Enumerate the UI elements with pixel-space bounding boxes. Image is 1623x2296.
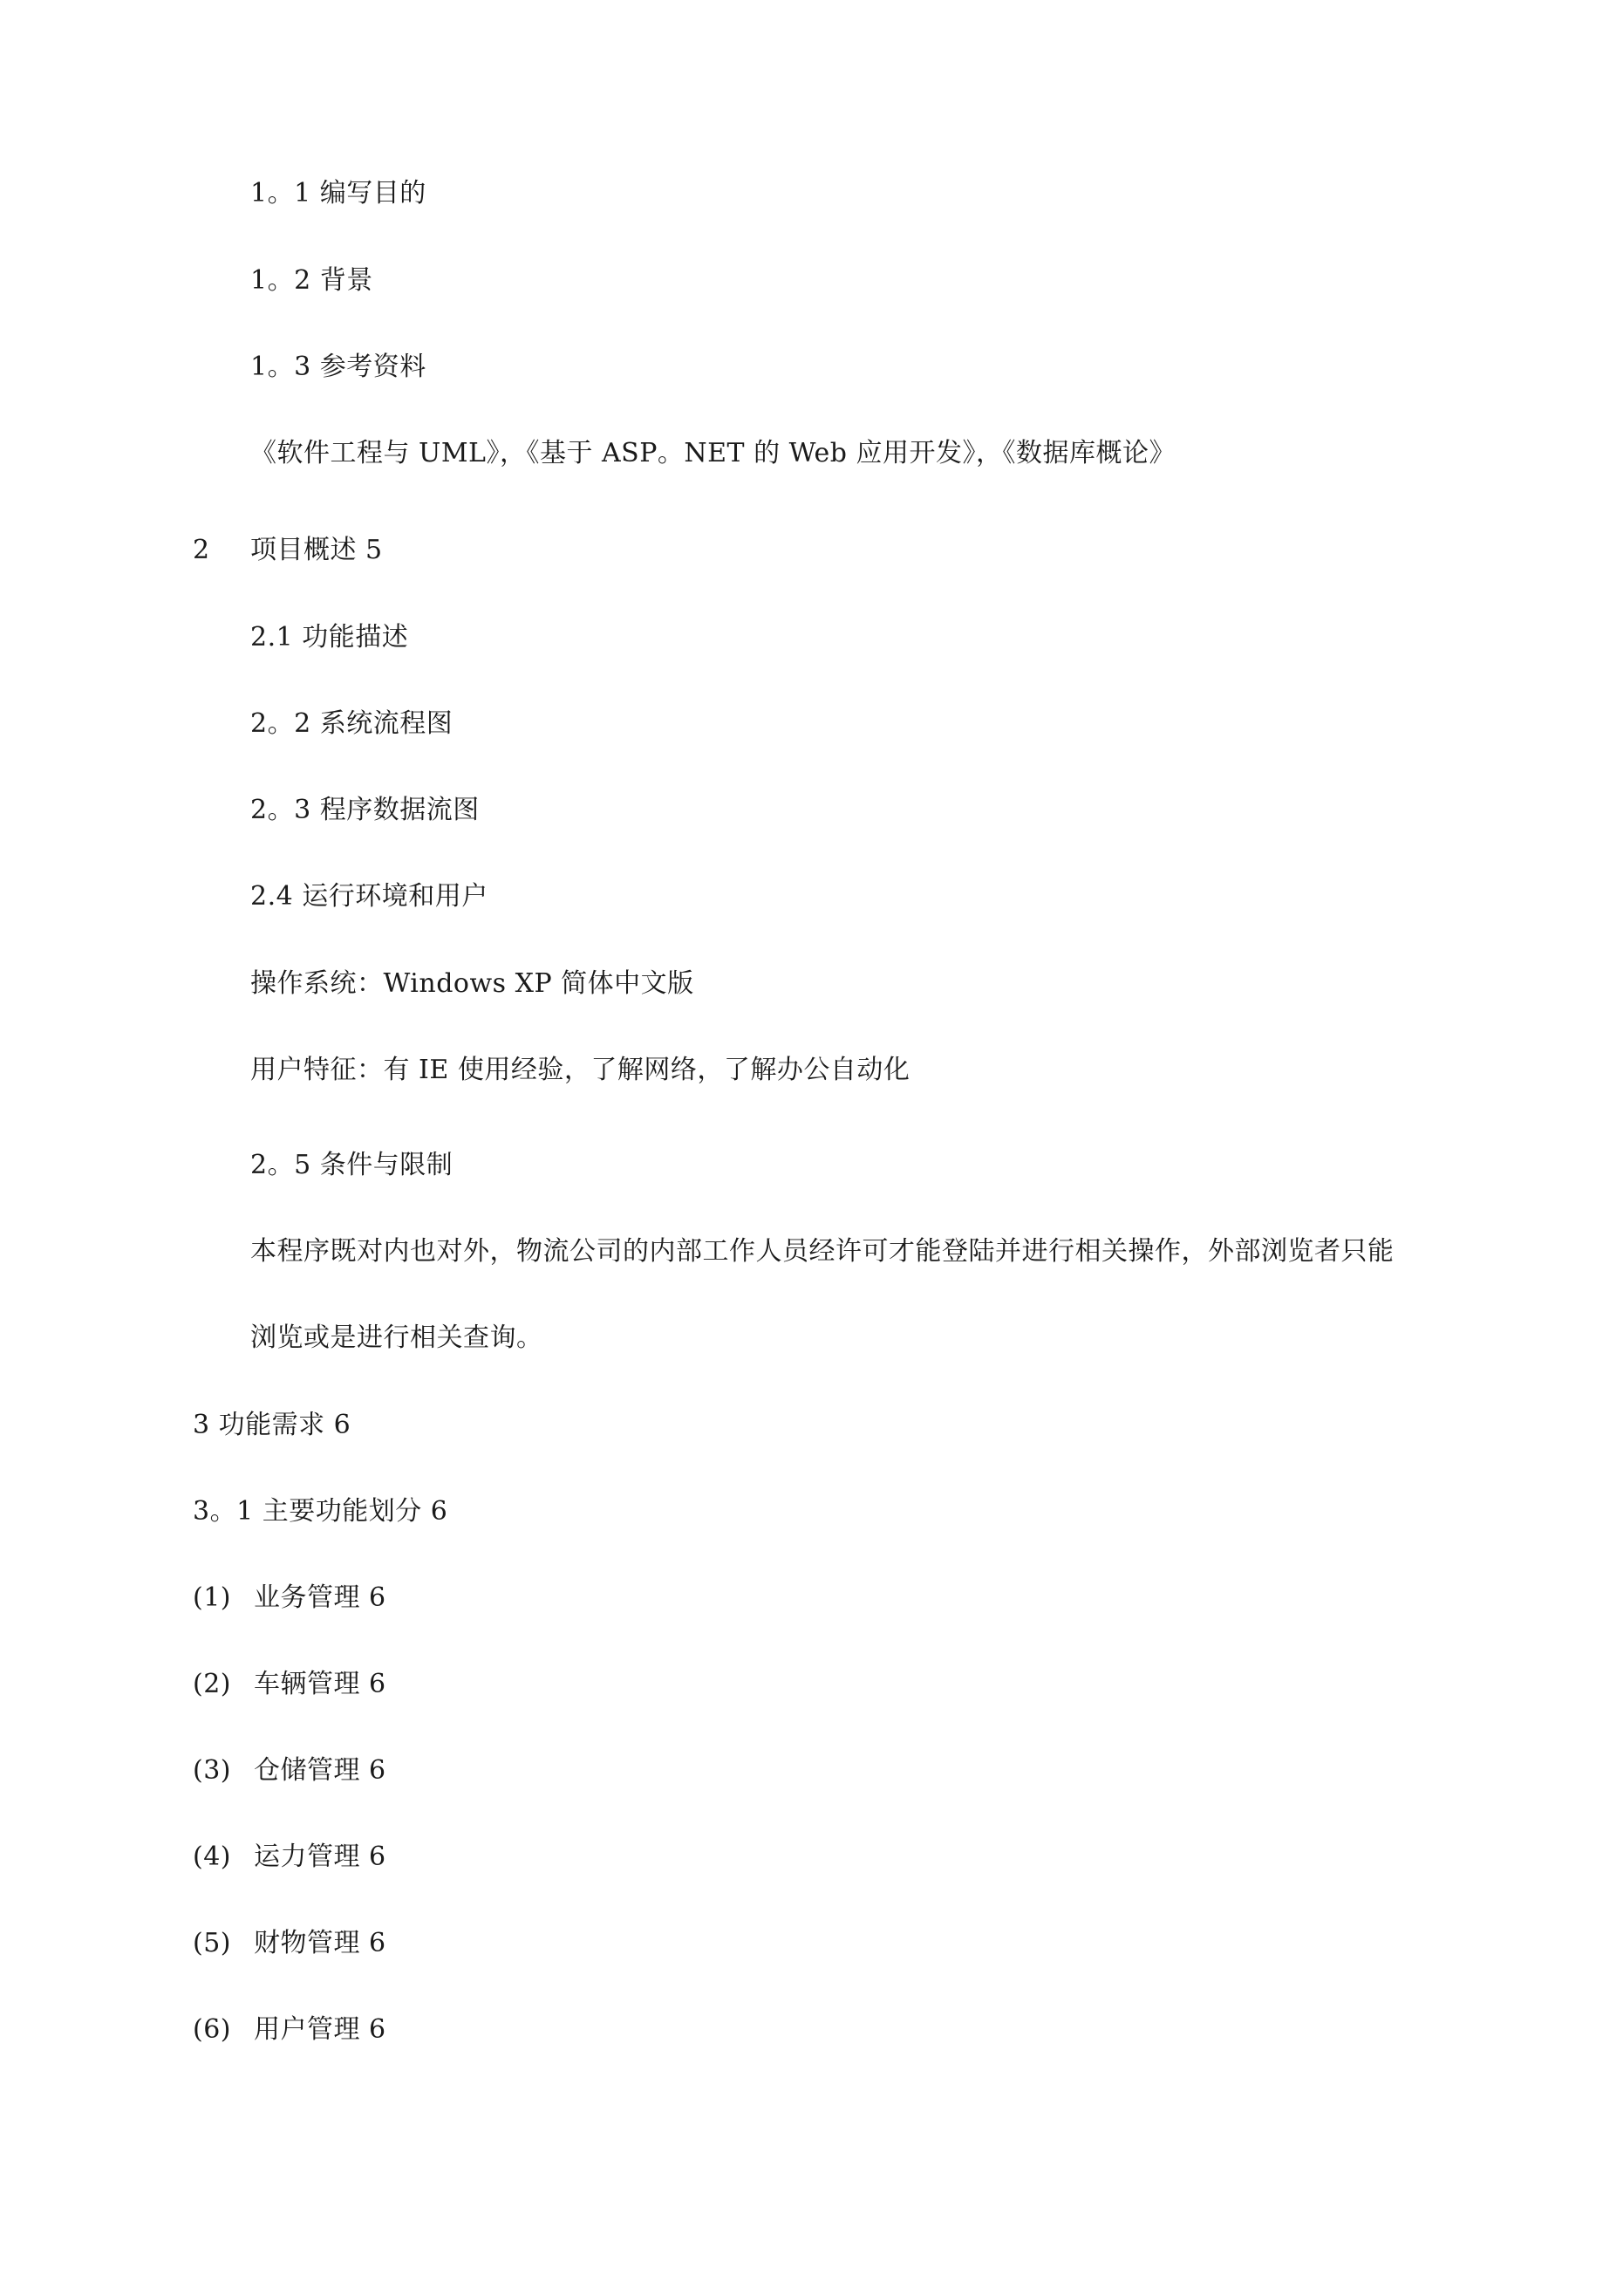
function-item — [193, 1926, 386, 1961]
toc-entry-2-3: 2。3 程序数据流图 — [250, 795, 480, 825]
toc-entry-2-4: 2.4 运行环境和用户 — [250, 881, 488, 912]
function-number: (2) — [193, 1669, 231, 1699]
toc-entry-2-1: 2.1 功能描述 — [250, 622, 409, 653]
user-profile: 用户特征：有 IE 使用经验，了解网络，了解办公自动化 — [250, 1055, 910, 1085]
toc-entry-1-1: 1。1 编写目的 — [250, 178, 426, 208]
function-label: 仓储管理 6 — [254, 1755, 386, 1786]
function-label: 业务管理 6 — [254, 1582, 386, 1613]
function-label: 用户管理 6 — [254, 2014, 386, 2045]
function-item — [193, 1667, 386, 1702]
toc-entry-2-2: 2。2 系统流程图 — [250, 708, 453, 739]
function-number: (4) — [193, 1842, 231, 1872]
section-number: 2 — [193, 535, 210, 565]
function-label: 车辆管理 6 — [254, 1669, 386, 1699]
function-number: (6) — [193, 2014, 231, 2045]
function-label: 财物管理 6 — [254, 1928, 386, 1958]
toc-entry-1-2: 1。2 背景 — [250, 265, 373, 296]
function-number: (5) — [193, 1928, 231, 1958]
function-number: (1) — [193, 1582, 231, 1613]
section-heading-3: 3 功能需求 6 — [193, 1410, 351, 1440]
function-label: 运力管理 6 — [254, 1842, 386, 1872]
toc-entry-1-3: 1。3 参考资料 — [250, 352, 426, 382]
function-item — [193, 1581, 386, 1616]
toc-entry-3-1: 3。1 主要功能划分 6 — [193, 1496, 448, 1527]
section-title: 项目概述 5 — [250, 535, 383, 565]
function-number: (3) — [193, 1755, 231, 1786]
constraint-text-line-2: 浏览或是进行相关查询。 — [250, 1322, 543, 1353]
function-item — [193, 1753, 386, 1788]
os-requirement: 操作系统：Windows XP 简体中文版 — [250, 968, 694, 999]
function-item — [193, 2012, 386, 2047]
section-heading-2 — [193, 533, 383, 568]
function-item — [193, 1840, 386, 1875]
toc-entry-2-5: 2。5 条件与限制 — [250, 1150, 453, 1180]
constraint-text-line-1: 本程序既对内也对外，物流公司的内部工作人员经许可才能登陆并进行相关操作，外部浏览者只能 — [250, 1236, 1395, 1267]
reference-list: 《软件工程与 UML》，《基于 ASP。NET 的 Web 应用开发》，《数据库概论》 — [250, 438, 1176, 468]
